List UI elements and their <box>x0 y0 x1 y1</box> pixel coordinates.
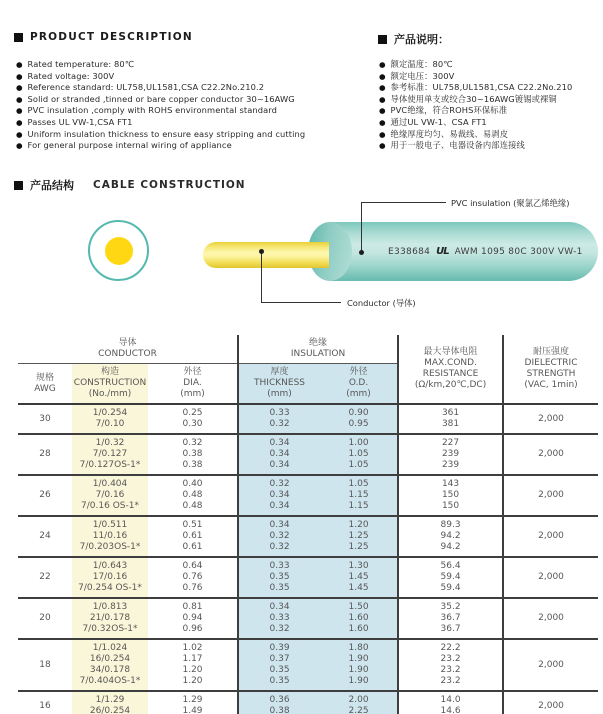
resistance-value: 35.2 <box>440 602 461 612</box>
awg-value: 30 <box>39 413 51 424</box>
spec-row-awg-20 <box>18 598 598 639</box>
construction-cell <box>72 691 148 714</box>
dia-value: 0.76 <box>182 583 203 593</box>
od-value: 1.60 <box>348 624 369 634</box>
awg-cell <box>18 434 72 475</box>
dia-cell <box>148 691 238 714</box>
insulation-leader-dot <box>359 250 364 255</box>
dielectric-value: 2,000 <box>538 659 564 670</box>
resistance-value: 23.2 <box>440 676 461 686</box>
thickness-value: 0.35 <box>269 676 290 686</box>
dia-value: 0.38 <box>182 460 203 470</box>
bullet-item-text: Passes UL VW-1,CSA FT1 <box>27 116 133 127</box>
construction-value: 1/0.404 <box>92 479 128 489</box>
bullet-item <box>379 82 603 94</box>
dia-value: 0.38 <box>182 449 203 459</box>
awg-cell <box>18 516 72 557</box>
dia-cell <box>148 404 238 434</box>
bullet-item-text: PVC绝缘，符合ROHS环保标准 <box>390 105 508 116</box>
cable-construction-header <box>14 177 246 193</box>
dia-value: 0.25 <box>182 408 203 418</box>
dia-value: 1.20 <box>182 665 203 675</box>
thickness-cell <box>238 434 320 475</box>
resistance-column-header: 最大导体电阻 MAX.COND. RESISTANCE (Ω/km,20℃,DC) <box>398 335 503 404</box>
dia-cell <box>148 598 238 639</box>
od-value: 1.05 <box>348 460 369 470</box>
bullet-item <box>16 94 366 106</box>
resistance-value: 381 <box>441 419 460 429</box>
dielectric-value: 2,000 <box>538 490 564 500</box>
od-value: 0.90 <box>348 408 369 418</box>
od-value: 1.15 <box>348 501 369 511</box>
construction-value: 7/0.404OS-1* <box>79 676 141 686</box>
bullet-icon: ● <box>379 60 386 69</box>
bullet-item <box>16 140 366 152</box>
dia-value: 0.76 <box>182 572 203 582</box>
resistance-value: 150 <box>441 490 460 500</box>
bullet-icon: ● <box>16 106 23 116</box>
awg-value: 22 <box>39 572 51 582</box>
dielectric-value: 2,000 <box>538 572 564 582</box>
construction-cell <box>72 557 148 598</box>
resistance-value: 94.2 <box>440 542 461 552</box>
spec-row-awg-22 <box>18 557 598 598</box>
bullet-item <box>379 94 603 106</box>
spec-table <box>18 335 598 714</box>
bullet-item-text: PVC insulation ,comply with ROHS environmental standard <box>27 105 278 116</box>
resistance-value: 89.3 <box>440 520 461 530</box>
construction-value: 26/0.254 <box>89 706 131 714</box>
awg-column-header: 规格 AWG <box>18 364 72 405</box>
dia-value: 1.29 <box>182 695 203 705</box>
resistance-value: 143 <box>441 479 460 489</box>
awg-cell <box>18 598 72 639</box>
bullet-icon: ● <box>16 60 23 69</box>
bullet-icon: ● <box>16 117 23 127</box>
thickness-value: 0.39 <box>269 643 290 653</box>
awg-value: 24 <box>39 531 51 541</box>
dia-value: 0.30 <box>182 419 203 429</box>
bullet-item <box>16 105 366 117</box>
conductor-label: Conductor (导体) <box>347 298 416 308</box>
resistance-cell <box>398 691 503 714</box>
thickness-value: 0.34 <box>269 602 290 612</box>
resistance-value: 59.4 <box>440 572 461 582</box>
bullet-item-text: Reference standard: UL758,UL1581,CSA C22.2No.210.2 <box>27 82 265 93</box>
resistance-cell <box>398 434 503 475</box>
thickness-value: 0.33 <box>269 561 290 571</box>
bullet-icon: ● <box>16 71 23 81</box>
resistance-value: 56.4 <box>440 561 461 571</box>
spec-row-awg-24 <box>18 516 598 557</box>
bullet-icon: ● <box>16 83 23 93</box>
construction-value: 21/0.178 <box>89 613 131 623</box>
construction-cell <box>72 639 148 691</box>
dia-value: 0.61 <box>182 542 203 552</box>
awg-value: 16 <box>39 700 51 711</box>
thickness-cell <box>238 516 320 557</box>
resistance-value: 227 <box>441 438 460 448</box>
dia-value: 0.32 <box>182 438 203 448</box>
spec-row-awg-16 <box>18 691 598 714</box>
bullet-item-text: 参考标准：UL758,UL1581,CSA C22.2No.210 <box>390 82 573 93</box>
od-value: 1.50 <box>348 602 369 612</box>
resistance-cell <box>398 557 503 598</box>
awg-value: 26 <box>39 490 51 500</box>
dielectric-cell <box>503 557 598 598</box>
bullet-item-text: For general purpose internal wiring of appliance <box>27 140 232 151</box>
awg-value: 28 <box>39 449 51 459</box>
dielectric-value: 2,000 <box>538 700 564 711</box>
product-description-cn-list <box>379 59 603 152</box>
bullet-icon: ● <box>16 141 23 151</box>
product-description-cn-header <box>378 31 449 47</box>
od-value: 1.05 <box>348 479 369 489</box>
dielectric-value: 2,000 <box>538 613 564 623</box>
od-value: 1.60 <box>348 613 369 623</box>
od-value: 0.95 <box>348 419 369 429</box>
conductor-leader-line <box>261 302 341 303</box>
od-value: 1.25 <box>348 542 369 552</box>
construction-value: 7/0.16 <box>95 490 125 500</box>
bullet-item <box>379 129 603 141</box>
od-value: 1.90 <box>348 676 369 686</box>
resistance-cell <box>398 598 503 639</box>
dia-value: 0.94 <box>182 613 203 623</box>
thickness-cell <box>238 475 320 516</box>
product-description-list <box>16 59 366 152</box>
dia-value: 1.49 <box>182 706 203 714</box>
group-header-row <box>18 335 598 364</box>
dia-value: 0.81 <box>182 602 203 612</box>
bullet-item <box>379 59 603 71</box>
bullet-item <box>16 59 366 71</box>
thickness-cell <box>238 691 320 714</box>
bullet-item-text: Uniform insulation thickness to ensure easy stripping and cutting <box>27 128 306 139</box>
dielectric-cell <box>503 475 598 516</box>
construction-value: 7/0.203OS-1* <box>79 542 141 552</box>
dia-cell <box>148 516 238 557</box>
product-description-title: PRODUCT DESCRIPTION <box>30 31 193 43</box>
construction-value: 1/0.643 <box>92 561 128 571</box>
dielectric-column-header: 耐压强度 DIELECTRIC STRENGTH (VAC, 1min) <box>503 335 598 404</box>
od-value: 1.20 <box>348 520 369 530</box>
dielectric-cell <box>503 434 598 475</box>
dia-cell <box>148 557 238 598</box>
construction-value: 1/0.813 <box>92 602 128 612</box>
thickness-value: 0.34 <box>269 460 290 470</box>
dia-value: 0.64 <box>182 561 203 571</box>
bullet-icon: ● <box>16 129 23 139</box>
awg-cell <box>18 639 72 691</box>
bullet-item <box>16 117 366 129</box>
thickness-value: 0.34 <box>269 520 290 530</box>
conductor-rod-icon <box>203 242 329 268</box>
construction-value: 1/0.511 <box>92 520 128 530</box>
bullet-icon: ● <box>16 94 23 104</box>
construction-value: 7/0.16 OS-1* <box>81 501 139 511</box>
thickness-value: 0.32 <box>269 542 290 552</box>
construction-value: 7/0.127OS-1* <box>79 460 141 470</box>
thickness-value: 0.34 <box>269 501 290 511</box>
bullet-item-text: Solid or stranded ,tinned or bare copper conductor 30~16AWG <box>27 93 295 104</box>
construction-value: 34/0.178 <box>89 665 131 675</box>
thickness-value: 0.35 <box>269 572 290 582</box>
conductor-leader-line <box>261 251 262 303</box>
bullet-item <box>379 140 603 152</box>
construction-value: 7/0.254 OS-1* <box>78 583 142 593</box>
dia-value: 0.61 <box>182 531 203 541</box>
dielectric-cell <box>503 516 598 557</box>
od-cell <box>320 691 398 714</box>
insulation-leader-line <box>361 202 446 203</box>
bullet-icon: ● <box>379 83 386 93</box>
construction-value: 1/1.024 <box>92 643 128 653</box>
thickness-value: 0.32 <box>269 419 290 429</box>
construction-value: 7/0.32OS-1* <box>82 624 138 634</box>
bullet-item <box>379 117 603 129</box>
construction-value: 1/0.32 <box>95 438 125 448</box>
resistance-cell <box>398 404 503 434</box>
bullet-icon: ● <box>379 94 386 104</box>
bullet-item <box>16 129 366 141</box>
od-cell <box>320 639 398 691</box>
od-value: 1.00 <box>348 438 369 448</box>
thickness-value: 0.33 <box>269 613 290 623</box>
dielectric-value: 2,000 <box>538 449 564 459</box>
dia-value: 0.51 <box>182 520 203 530</box>
od-value: 1.80 <box>348 643 369 653</box>
awg-cell <box>18 691 72 714</box>
resistance-value: 361 <box>441 408 460 418</box>
od-value: 2.25 <box>348 706 369 714</box>
construction-value: 1/1.29 <box>95 695 125 705</box>
insulation-label: PVC insulation (聚氯乙烯绝缘) <box>451 198 570 208</box>
awg-value: 20 <box>39 613 51 623</box>
resistance-value: 239 <box>441 460 460 470</box>
dia-value: 1.20 <box>182 676 203 686</box>
thickness-value: 0.37 <box>269 654 290 664</box>
resistance-value: 36.7 <box>440 613 461 623</box>
construction-value: 11/0.16 <box>92 531 128 541</box>
bullet-icon: ● <box>379 129 386 139</box>
conductor-core-icon <box>105 237 133 265</box>
awm-spec: AWM 1095 80C 300V VW-1 <box>454 246 583 257</box>
bullet-icon: ● <box>379 117 386 127</box>
dielectric-cell <box>503 404 598 434</box>
bullet-item <box>379 71 603 83</box>
thickness-value: 0.32 <box>269 624 290 634</box>
resistance-value: 14.6 <box>440 706 461 714</box>
conductor-group-header: 导体 CONDUCTOR <box>18 335 238 364</box>
conductor-leader-dot <box>259 249 264 254</box>
od-value: 2.00 <box>348 695 369 705</box>
thickness-value: 0.32 <box>269 531 290 541</box>
bullet-item-text: 额定电压：300V <box>390 70 455 81</box>
product-description-cn-title: 产品说明： <box>394 33 449 46</box>
od-value: 1.90 <box>348 654 369 664</box>
thickness-value: 0.38 <box>269 706 290 714</box>
resistance-value: 239 <box>441 449 460 459</box>
dia-cell <box>148 475 238 516</box>
thickness-value: 0.32 <box>269 479 290 489</box>
cable-construction-title-en: CABLE CONSTRUCTION <box>93 179 246 191</box>
dia-cell <box>148 639 238 691</box>
od-value: 1.25 <box>348 531 369 541</box>
bullet-item <box>16 82 366 94</box>
insulation-leader-line <box>361 202 362 254</box>
bullet-item-text: Rated voltage: 300V <box>27 70 115 81</box>
bullet-icon: ● <box>379 71 386 81</box>
resistance-value: 23.2 <box>440 654 461 664</box>
cert-number: E338684 <box>388 246 431 257</box>
dia-cell <box>148 434 238 475</box>
construction-cell <box>72 434 148 475</box>
resistance-cell <box>398 639 503 691</box>
od-cell <box>320 434 398 475</box>
resistance-cell <box>398 516 503 557</box>
od-cell <box>320 475 398 516</box>
spec-row-awg-18 <box>18 639 598 691</box>
dielectric-cell <box>503 691 598 714</box>
thickness-value: 0.33 <box>269 408 290 418</box>
thickness-value: 0.36 <box>269 695 290 705</box>
od-value: 1.45 <box>348 583 369 593</box>
construction-value: 1/0.254 <box>92 408 128 418</box>
spec-row-awg-30 <box>18 404 598 434</box>
bullet-item-text: 通过UL VW-1、CSA FT1 <box>390 116 487 127</box>
resistance-value: 36.7 <box>440 624 461 634</box>
od-value: 1.15 <box>348 490 369 500</box>
resistance-value: 14.0 <box>440 695 461 705</box>
dielectric-cell <box>503 639 598 691</box>
bullet-item <box>379 105 603 117</box>
od-cell <box>320 404 398 434</box>
awg-cell <box>18 475 72 516</box>
awg-cell <box>18 404 72 434</box>
bullet-icon: ● <box>379 141 386 151</box>
construction-cell <box>72 516 148 557</box>
dielectric-value: 2,000 <box>538 531 564 541</box>
product-description-header <box>14 31 193 43</box>
thickness-cell <box>238 639 320 691</box>
bullet-item-text: 导体使用单支或绞合30~16AWG镀锡或裸铜 <box>390 93 557 104</box>
spec-row-awg-28 <box>18 434 598 475</box>
construction-value: 7/0.10 <box>95 419 125 429</box>
thickness-cell <box>238 557 320 598</box>
tube-marking <box>388 246 598 257</box>
cable-construction-title-cn: 产品结构 <box>30 179 74 192</box>
dia-value: 0.48 <box>182 501 203 511</box>
od-cell <box>320 516 398 557</box>
bullet-item-text: Rated temperature: 80℃ <box>27 59 135 69</box>
bullet-item <box>16 71 366 83</box>
construction-value: 7/0.127 <box>92 449 128 459</box>
bullet-icon: ● <box>379 106 386 116</box>
thickness-value: 0.34 <box>269 449 290 459</box>
dielectric-cell <box>503 598 598 639</box>
od-value: 1.05 <box>348 449 369 459</box>
od-value: 1.30 <box>348 561 369 571</box>
awg-value: 18 <box>39 659 51 670</box>
spec-row-awg-26 <box>18 475 598 516</box>
dia-value: 0.96 <box>182 624 203 634</box>
resistance-value: 59.4 <box>440 583 461 593</box>
bullet-item-text: 额定温度：80℃ <box>390 59 453 69</box>
od-cell <box>320 598 398 639</box>
resistance-value: 22.2 <box>440 643 461 653</box>
section-marker-icon <box>14 181 23 190</box>
thickness-value: 0.35 <box>269 583 290 593</box>
thickness-value: 0.34 <box>269 490 290 500</box>
od-value: 1.45 <box>348 572 369 582</box>
thickness-cell <box>238 598 320 639</box>
resistance-cell <box>398 475 503 516</box>
resistance-value: 150 <box>441 501 460 511</box>
dia-value: 0.48 <box>182 490 203 500</box>
resistance-value: 23.2 <box>440 665 461 675</box>
awg-cell <box>18 557 72 598</box>
construction-value: 16/0.254 <box>89 654 131 664</box>
thickness-cell <box>238 404 320 434</box>
thickness-value: 0.34 <box>269 438 290 448</box>
dielectric-value: 2,000 <box>538 413 564 424</box>
insulation-group-header: 绝缘 INSULATION <box>238 335 398 364</box>
bullet-item-text: 绝缘厚度均匀、易裁线、易剥皮 <box>390 128 509 139</box>
section-marker-icon <box>14 33 23 42</box>
construction-cell <box>72 598 148 639</box>
construction-cell <box>72 404 148 434</box>
resistance-value: 94.2 <box>440 531 461 541</box>
dia-column-header: 外径 DIA. (mm) <box>148 364 238 405</box>
od-cell <box>320 557 398 598</box>
od-column-header: 外径 O.D. (mm) <box>320 364 398 405</box>
dia-value: 0.40 <box>182 479 203 489</box>
bullet-item-text: 用于一般电子、电器设备内部连接线 <box>390 140 525 151</box>
dia-value: 1.02 <box>182 643 203 653</box>
construction-cell <box>72 475 148 516</box>
construction-value: 17/0.16 <box>92 572 128 582</box>
ul-logo-icon: UL <box>436 246 449 257</box>
dia-value: 1.17 <box>182 654 203 664</box>
thickness-column-header: 厚度 THICKNESS (mm) <box>238 364 320 405</box>
thickness-value: 0.35 <box>269 665 290 675</box>
od-value: 1.90 <box>348 665 369 675</box>
construction-column-header: 构造 CONSTRUCTION (No./mm) <box>72 364 148 405</box>
section-marker-icon <box>378 35 387 44</box>
